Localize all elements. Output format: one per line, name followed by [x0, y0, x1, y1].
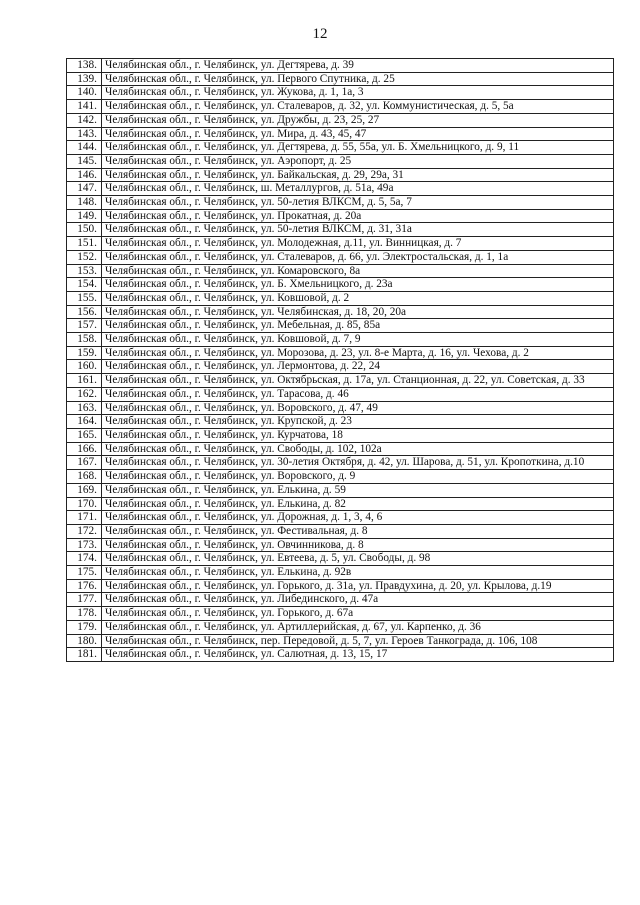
address-cell: Челябинская обл., г. Челябинск, ул. Прокатная, д. 20а — [102, 209, 614, 223]
table-row — [67, 497, 614, 511]
row-number: 154. — [67, 278, 102, 292]
address-cell: Челябинская обл., г. Челябинск, ул. Горького, д. 31а, ул. Правдухина, д. 20, ул. Крылова, д.19 — [102, 579, 614, 593]
address-cell: Челябинская обл., г. Челябинск, ул. Либединского, д. 47а — [102, 593, 614, 607]
address-table — [66, 58, 614, 662]
row-number: 139. — [67, 72, 102, 86]
address-table-body — [67, 59, 614, 662]
table-row — [67, 168, 614, 182]
table-row — [67, 607, 614, 621]
table-row — [67, 470, 614, 484]
table-row — [67, 442, 614, 456]
row-number: 177. — [67, 593, 102, 607]
address-cell: Челябинская обл., г. Челябинск, ул. Дорожная, д. 1, 3, 4, 6 — [102, 511, 614, 525]
table-row — [67, 182, 614, 196]
page-number: 12 — [312, 26, 328, 42]
address-cell: Челябинская обл., г. Челябинск, ул. 50-летия ВЛКСМ, д. 31, 31а — [102, 223, 614, 237]
table-row — [67, 593, 614, 607]
table-row — [67, 374, 614, 388]
address-cell: Челябинская обл., г. Челябинск, ул. Воровского, д. 9 — [102, 470, 614, 484]
row-number: 181. — [67, 648, 102, 662]
table-row — [67, 86, 614, 100]
table-row — [67, 415, 614, 429]
address-cell: Челябинская обл., г. Челябинск, ул. Овчинникова, д. 8 — [102, 538, 614, 552]
row-number: 180. — [67, 634, 102, 648]
address-cell: Челябинская обл., г. Челябинск, ул. Салютная, д. 13, 15, 17 — [102, 648, 614, 662]
address-cell: Челябинская обл., г. Челябинск, ул. Молодежная, д.11, ул. Винницкая, д. 7 — [102, 237, 614, 251]
address-cell: Челябинская обл., г. Челябинск, ул. Елькина, д. 82 — [102, 497, 614, 511]
table-row — [67, 620, 614, 634]
table-row — [67, 196, 614, 210]
row-number: 141. — [67, 100, 102, 114]
table-row — [67, 566, 614, 580]
address-cell: Челябинская обл., г. Челябинск, ш. Металлургов, д. 51а, 49а — [102, 182, 614, 196]
address-cell: Челябинская обл., г. Челябинск, ул. Крупской, д. 23 — [102, 415, 614, 429]
table-row — [67, 154, 614, 168]
address-cell: Челябинская обл., г. Челябинск, ул. Аэропорт, д. 25 — [102, 154, 614, 168]
table-row — [67, 387, 614, 401]
address-cell: Челябинская обл., г. Челябинск, ул. Тарасова, д. 46 — [102, 387, 614, 401]
row-number: 148. — [67, 196, 102, 210]
row-number: 165. — [67, 428, 102, 442]
row-number: 166. — [67, 442, 102, 456]
address-cell: Челябинская обл., г. Челябинск, ул. Челябинская, д. 18, 20, 20а — [102, 305, 614, 319]
table-row — [67, 483, 614, 497]
table-row — [67, 360, 614, 374]
table-row — [67, 634, 614, 648]
table-row — [67, 401, 614, 415]
address-cell: Челябинская обл., г. Челябинск, ул. Сталеваров, д. 66, ул. Электростальская, д. 1, 1а — [102, 250, 614, 264]
address-cell: Челябинская обл., г. Челябинск, ул. Дружбы, д. 23, 25, 27 — [102, 113, 614, 127]
table-row — [67, 346, 614, 360]
address-cell: Челябинская обл., г. Челябинск, ул. 30-летия Октября, д. 42, ул. Шарова, д. 51, ул. Кропоткина, д.10 — [102, 456, 614, 470]
address-cell: Челябинская обл., г. Челябинск, ул. Елькина, д. 92в — [102, 566, 614, 580]
row-number: 169. — [67, 483, 102, 497]
row-number: 174. — [67, 552, 102, 566]
row-number: 176. — [67, 579, 102, 593]
address-cell: Челябинская обл., г. Челябинск, пер. Передовой, д. 5, 7, ул. Героев Танкограда, д. 106, 108 — [102, 634, 614, 648]
table-row — [67, 72, 614, 86]
table-row — [67, 524, 614, 538]
table-row — [67, 511, 614, 525]
row-number: 175. — [67, 566, 102, 580]
row-number: 158. — [67, 333, 102, 347]
address-cell: Челябинская обл., г. Челябинск, ул. Лермонтова, д. 22, 24 — [102, 360, 614, 374]
address-cell: Челябинская обл., г. Челябинск, ул. Байкальская, д. 29, 29а, 31 — [102, 168, 614, 182]
table-row — [67, 456, 614, 470]
table-row — [67, 291, 614, 305]
address-cell: Челябинская обл., г. Челябинск, ул. Дегтярева, д. 55, 55а, ул. Б. Хмельницкого, д. 9, 11 — [102, 141, 614, 155]
table-row — [67, 319, 614, 333]
table-row — [67, 552, 614, 566]
table-row — [67, 113, 614, 127]
row-number: 171. — [67, 511, 102, 525]
address-cell: Челябинская обл., г. Челябинск, ул. Дегтярева, д. 39 — [102, 59, 614, 73]
address-cell: Челябинская обл., г. Челябинск, ул. Мебельная, д. 85, 85а — [102, 319, 614, 333]
row-number: 144. — [67, 141, 102, 155]
row-number: 164. — [67, 415, 102, 429]
address-cell: Челябинская обл., г. Челябинск, ул. Ковшовой, д. 7, 9 — [102, 333, 614, 347]
table-row — [67, 305, 614, 319]
row-number: 167. — [67, 456, 102, 470]
table-row — [67, 127, 614, 141]
row-number: 152. — [67, 250, 102, 264]
address-cell: Челябинская обл., г. Челябинск, ул. 50-летия ВЛКСМ, д. 5, 5а, 7 — [102, 196, 614, 210]
table-row — [67, 333, 614, 347]
row-number: 146. — [67, 168, 102, 182]
address-cell: Челябинская обл., г. Челябинск, ул. Сталеваров, д. 32, ул. Коммунистическая, д. 5, 5а — [102, 100, 614, 114]
row-number: 157. — [67, 319, 102, 333]
table-row — [67, 237, 614, 251]
table-row — [67, 141, 614, 155]
address-cell: Челябинская обл., г. Челябинск, ул. Свободы, д. 102, 102а — [102, 442, 614, 456]
table-row — [67, 264, 614, 278]
address-cell: Челябинская обл., г. Челябинск, ул. Фестивальная, д. 8 — [102, 524, 614, 538]
address-cell: Челябинская обл., г. Челябинск, ул. Первого Спутника, д. 25 — [102, 72, 614, 86]
address-cell: Челябинская обл., г. Челябинск, ул. Комаровского, 8а — [102, 264, 614, 278]
table-row — [67, 278, 614, 292]
address-cell: Челябинская обл., г. Челябинск, ул. Ковшовой, д. 2 — [102, 291, 614, 305]
address-cell: Челябинская обл., г. Челябинск, ул. Октябрьская, д. 17а, ул. Станционная, д. 22, ул. Советская, д. 33 — [102, 374, 614, 388]
row-number: 153. — [67, 264, 102, 278]
table-row — [67, 250, 614, 264]
address-cell: Челябинская обл., г. Челябинск, ул. Курчатова, 18 — [102, 428, 614, 442]
address-cell: Челябинская обл., г. Челябинск, ул. Морозова, д. 23, ул. 8-е Марта, д. 16, ул. Чехова, д. 2 — [102, 346, 614, 360]
table-row — [67, 648, 614, 662]
address-cell: Челябинская обл., г. Челябинск, ул. Горького, д. 67а — [102, 607, 614, 621]
table-row — [67, 223, 614, 237]
address-cell: Челябинская обл., г. Челябинск, ул. Мира, д. 43, 45, 47 — [102, 127, 614, 141]
address-cell: Челябинская обл., г. Челябинск, ул. Евтеева, д. 5, ул. Свободы, д. 98 — [102, 552, 614, 566]
row-number: 138. — [67, 59, 102, 73]
row-number: 178. — [67, 607, 102, 621]
table-row — [67, 538, 614, 552]
row-number: 163. — [67, 401, 102, 415]
row-number: 168. — [67, 470, 102, 484]
table-row — [67, 428, 614, 442]
address-cell: Челябинская обл., г. Челябинск, ул. Б. Хмельницкого, д. 23а — [102, 278, 614, 292]
table-row — [67, 579, 614, 593]
row-number: 156. — [67, 305, 102, 319]
address-cell: Челябинская обл., г. Челябинск, ул. Воровского, д. 47, 49 — [102, 401, 614, 415]
address-cell: Челябинская обл., г. Челябинск, ул. Жукова, д. 1, 1а, 3 — [102, 86, 614, 100]
row-number: 155. — [67, 291, 102, 305]
row-number: 147. — [67, 182, 102, 196]
row-number: 161. — [67, 374, 102, 388]
row-number: 140. — [67, 86, 102, 100]
row-number: 159. — [67, 346, 102, 360]
row-number: 151. — [67, 237, 102, 251]
row-number: 179. — [67, 620, 102, 634]
row-number: 172. — [67, 524, 102, 538]
row-number: 149. — [67, 209, 102, 223]
row-number: 160. — [67, 360, 102, 374]
row-number: 142. — [67, 113, 102, 127]
address-cell: Челябинская обл., г. Челябинск, ул. Елькина, д. 59 — [102, 483, 614, 497]
row-number: 173. — [67, 538, 102, 552]
address-cell: Челябинская обл., г. Челябинск, ул. Артиллерийская, д. 67, ул. Карпенко, д. 36 — [102, 620, 614, 634]
row-number: 150. — [67, 223, 102, 237]
row-number: 145. — [67, 154, 102, 168]
table-row — [67, 209, 614, 223]
table-row — [67, 100, 614, 114]
table-row — [67, 59, 614, 73]
row-number: 143. — [67, 127, 102, 141]
row-number: 170. — [67, 497, 102, 511]
row-number: 162. — [67, 387, 102, 401]
